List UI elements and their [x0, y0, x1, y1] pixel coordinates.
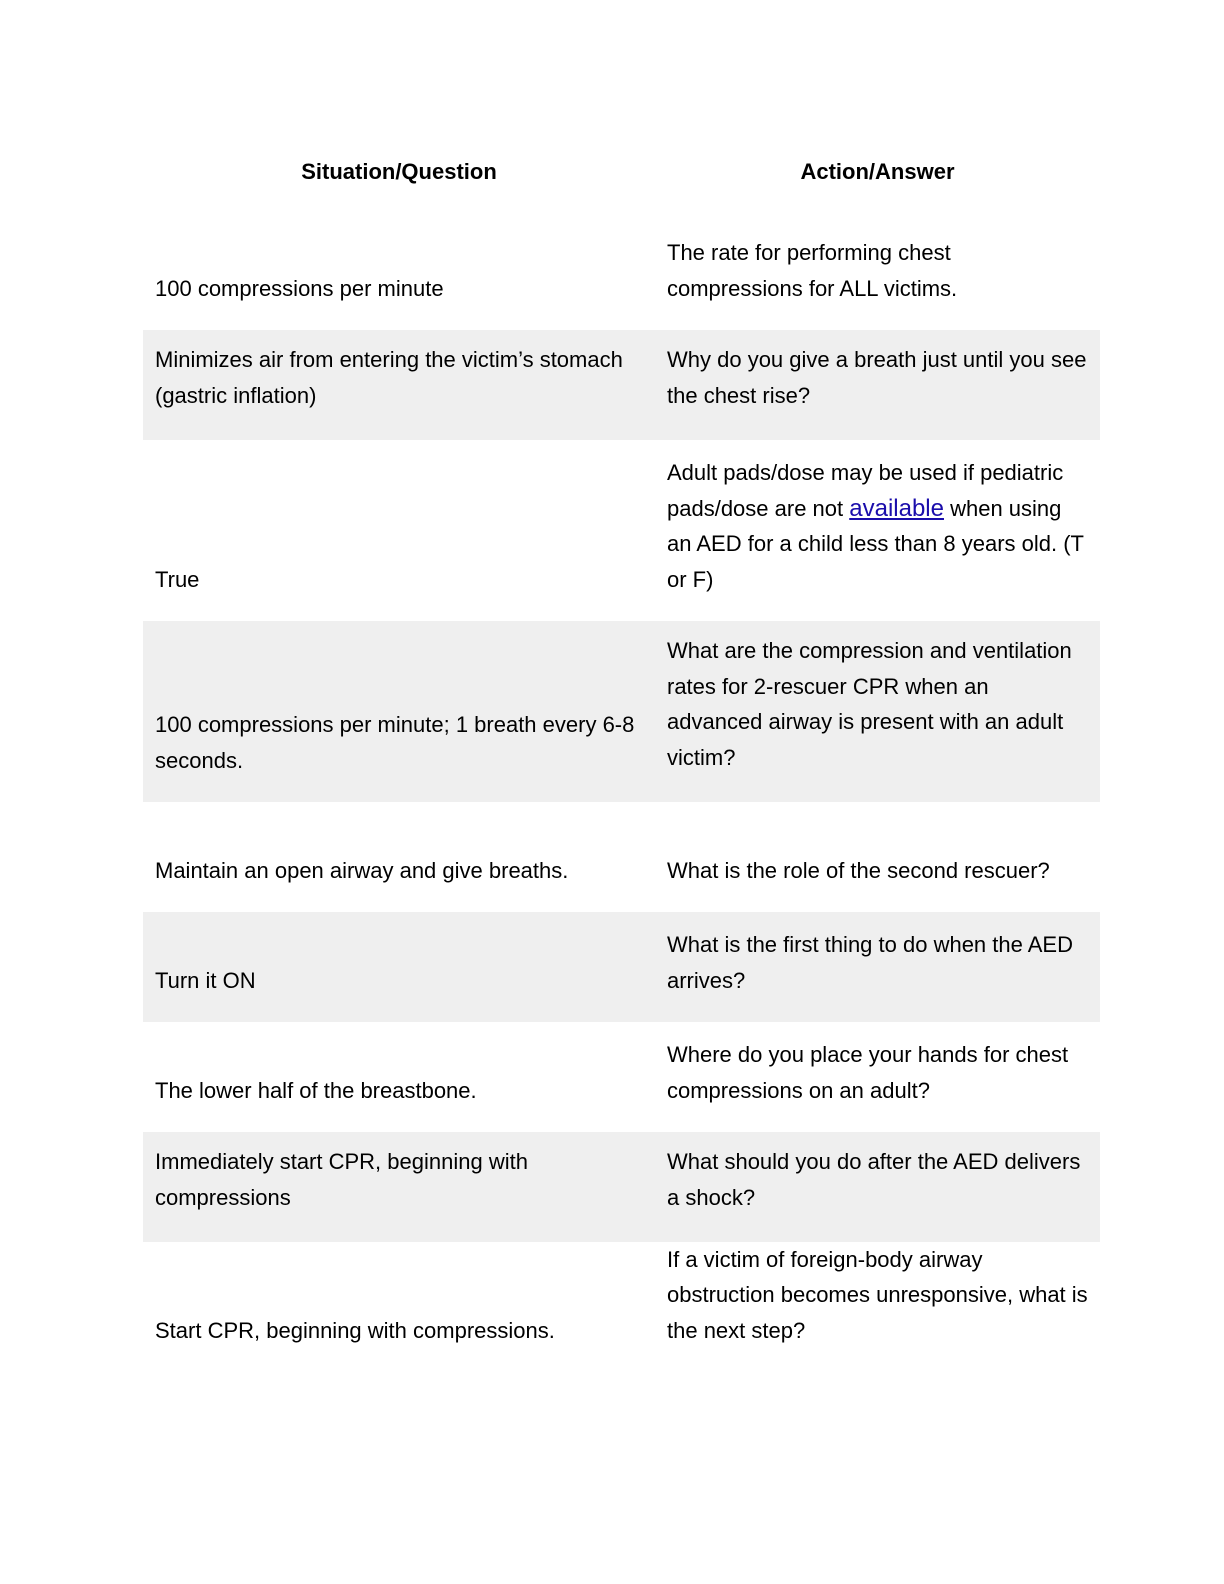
table-row — [143, 802, 1100, 912]
action-cell: If a victim of foreign-body airway obstruction becomes unresponsive, what is the next step? — [667, 1246, 1088, 1343]
header-situation-question: Situation/Question — [301, 159, 497, 184]
action-cell: What is the role of the second rescuer? — [667, 857, 1050, 883]
table-row — [143, 440, 1100, 621]
situation-cell: Maintain an open airway and give breaths. — [155, 857, 569, 883]
action-cell: What are the compression and ventilation rates for 2-rescuer CPR when an advanced airway is present with an adult victim? — [667, 638, 1072, 770]
situation-cell: Turn it ON — [155, 967, 256, 993]
action-cell: Why do you give a breath just until you see the chest rise? — [667, 347, 1087, 408]
table-header — [143, 140, 1100, 204]
header-action-answer: Action/Answer — [800, 159, 955, 184]
situation-cell: Start CPR, beginning with compressions. — [155, 1317, 555, 1343]
situation-cell: Immediately start CPR, beginning with compressions — [155, 1149, 528, 1210]
situation-cell: 100 compressions per minute; 1 breath every 6-8 seconds. — [155, 712, 635, 773]
situation-cell: 100 compressions per minute — [155, 275, 444, 301]
table-row — [143, 621, 1100, 802]
action-text-after-link: when using an AED for a child less than 8 years old. (T or F) — [667, 495, 1084, 592]
action-cell: What should you do after the AED delivers a shock? — [667, 1149, 1081, 1210]
situation-cell: Minimizes air from entering the victim’s stomach (gastric inflation) — [155, 347, 623, 408]
action-cell: What is the first thing to do when the AED arrives? — [667, 932, 1073, 993]
table-row — [143, 220, 1100, 330]
table-row — [143, 1132, 1100, 1242]
table-row — [143, 1242, 1100, 1372]
document-page — [143, 140, 1100, 1372]
action-text-before-link: Adult pads/dose may be used if pediatric pads/dose are not — [667, 460, 1064, 521]
table-row — [143, 1022, 1100, 1132]
action-cell — [655, 455, 1100, 597]
table-row — [143, 912, 1100, 1022]
action-cell: The rate for performing chest compressions for ALL victims. — [667, 240, 958, 301]
available-link[interactable]: available — [849, 494, 944, 522]
action-cell: Where do you place your hands for chest compressions on an adult? — [667, 1042, 1069, 1103]
situation-cell: True — [155, 566, 200, 592]
qa-table — [143, 220, 1100, 1372]
situation-cell: The lower half of the breastbone. — [155, 1077, 477, 1103]
table-row — [143, 330, 1100, 440]
